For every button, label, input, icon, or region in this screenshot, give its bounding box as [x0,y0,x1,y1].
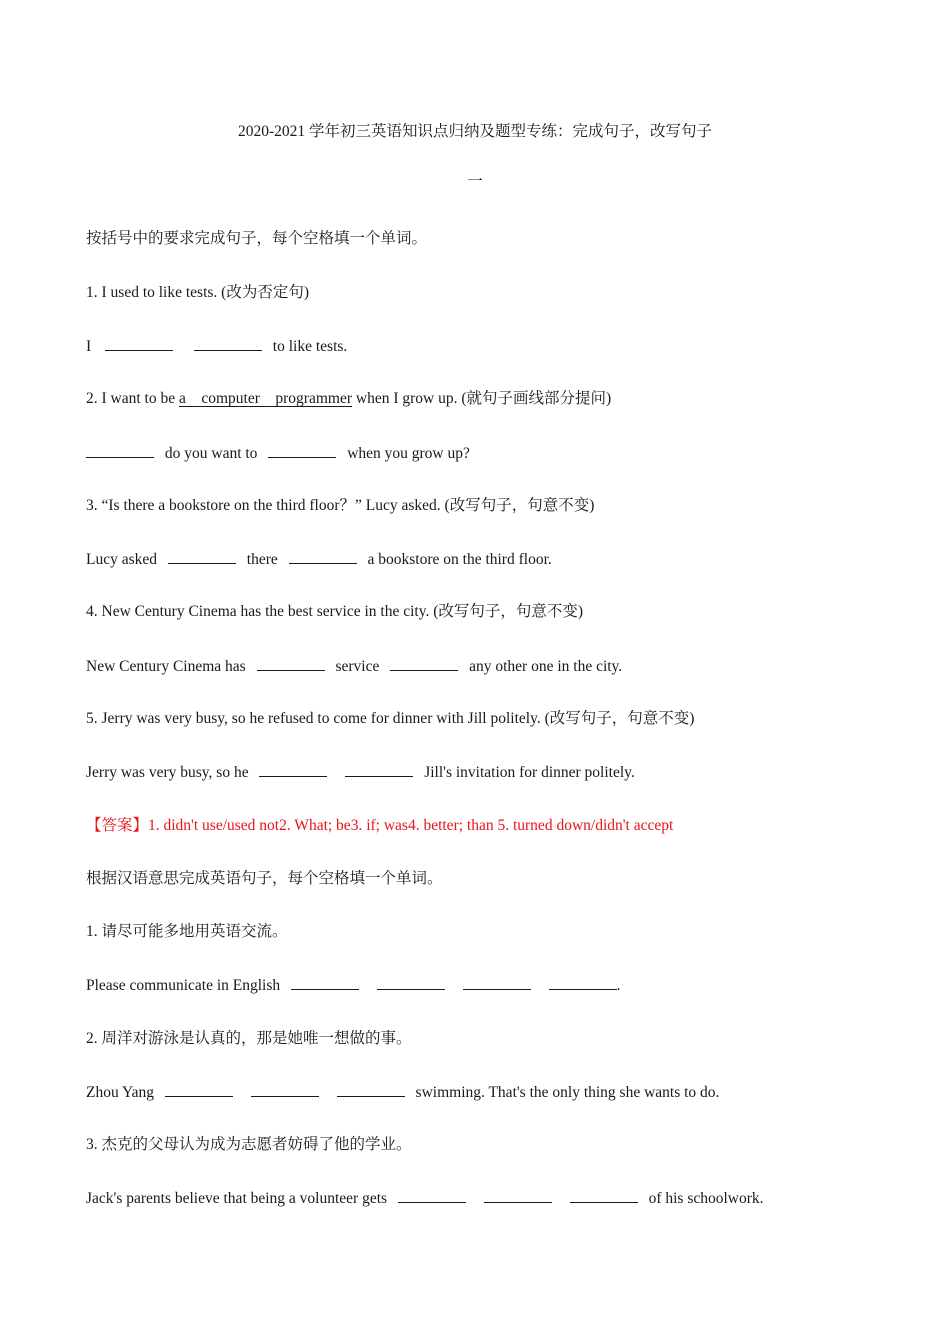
section2-instruction: 根据汉语意思完成英语句子，每个空格填一个单词。 [86,870,443,887]
q2-prompt-pre: 2. I want to be [86,390,179,407]
s2-q1-prompt: 1. 请尽可能多地用英语交流。 [86,923,288,940]
q3-answer-mid: there [246,551,278,568]
s2-q2-answer-pre: Zhou Yang [86,1084,155,1101]
s2-q3-answer-post: of his schoolwork. [648,1190,764,1207]
s2-q3-answer-pre: Jack's parents believe that being a volunteer gets [86,1190,388,1207]
answer-blank[interactable] [194,336,262,351]
answer-blank[interactable] [105,336,173,351]
q2-answer-mid: do you want to [164,445,258,462]
q3-answer-post: a bookstore on the third floor. [367,551,552,568]
q3-answer-pre: Lucy asked [86,551,158,568]
q1-answer-pre: I [86,338,92,355]
answer-blank[interactable] [291,975,359,990]
s2-q2-answer-post: swimming. That's the only thing she wants to do. [415,1084,720,1101]
q2-underlined-phrase: a computer programmer [178,390,353,407]
q5-prompt: 5. Jerry was very busy, so he refused to come for dinner with Jill politely. (改写句子，句意不变) [86,710,695,727]
q3-prompt: 3. “Is there a bookstore on the third floor？” Lucy asked. (改写句子，句意不变) [86,497,595,514]
answer-blank[interactable] [289,549,357,564]
q4-answer-post: any other one in the city. [469,658,623,675]
s2-q3-answer-line [86,1188,764,1209]
q4-answer-line [86,656,622,677]
q1-answer-post: to like tests. [272,338,348,355]
answer-blank[interactable] [257,656,325,671]
q1-prompt: 1. I used to like tests. (改为否定句) [86,284,310,301]
answer-key: 【答案】1. didn't use/used not2. What; be3. if; was4. better; than 5. turned down/didn't accept [86,817,674,834]
answer-blank[interactable] [463,975,531,990]
q5-answer-line [86,762,635,783]
answer-blank[interactable] [168,549,236,564]
answer-blank[interactable] [259,762,327,777]
s2-q1-answer-post: . [616,977,621,994]
s2-q2-prompt: 2. 周洋对游泳是认真的，那是她唯一想做的事。 [86,1030,412,1047]
s2-q3-prompt: 3. 杰克的父母认为成为志愿者妨碍了他的学业。 [86,1136,412,1153]
s2-q1-answer-line [86,975,621,996]
q2-prompt-post: when I grow up. (就句子画线部分提问) [352,390,612,407]
answer-blank[interactable] [484,1188,552,1203]
answer-blank[interactable] [390,656,458,671]
q4-prompt: 4. New Century Cinema has the best service in the city. (改写句子，句意不变) [86,603,584,620]
answer-blank[interactable] [570,1188,638,1203]
q4-answer-mid: service [335,658,380,675]
q4-answer-pre: New Century Cinema has [86,658,246,675]
s2-q2-answer-line [86,1082,719,1103]
answer-blank[interactable] [345,762,413,777]
answer-blank[interactable] [377,975,445,990]
q5-answer-pre: Jerry was very busy, so he [86,764,249,781]
s2-q1-answer-pre: Please communicate in English [86,977,281,994]
q2-answer-post: when you grow up? [347,445,470,462]
answer-blank[interactable] [165,1082,233,1097]
q3-answer-line [86,549,552,570]
answer-blank[interactable] [549,975,617,990]
document-title-suffix: 一 [467,173,483,190]
answer-blank[interactable] [398,1188,466,1203]
q2-answer-line [86,443,470,464]
q1-answer-line [86,336,347,357]
section1-instruction: 按括号中的要求完成句子，每个空格填一个单词。 [86,230,428,247]
answer-blank[interactable] [86,443,154,458]
answer-blank[interactable] [251,1082,319,1097]
answer-blank[interactable] [268,443,336,458]
document-title: 2020-2021 学年初三英语知识点归纳及题型专练：完成句子，改写句子 [237,123,713,140]
q5-answer-post: Jill's invitation for dinner politely. [424,764,635,781]
answer-blank[interactable] [337,1082,405,1097]
q2-prompt [86,389,611,409]
